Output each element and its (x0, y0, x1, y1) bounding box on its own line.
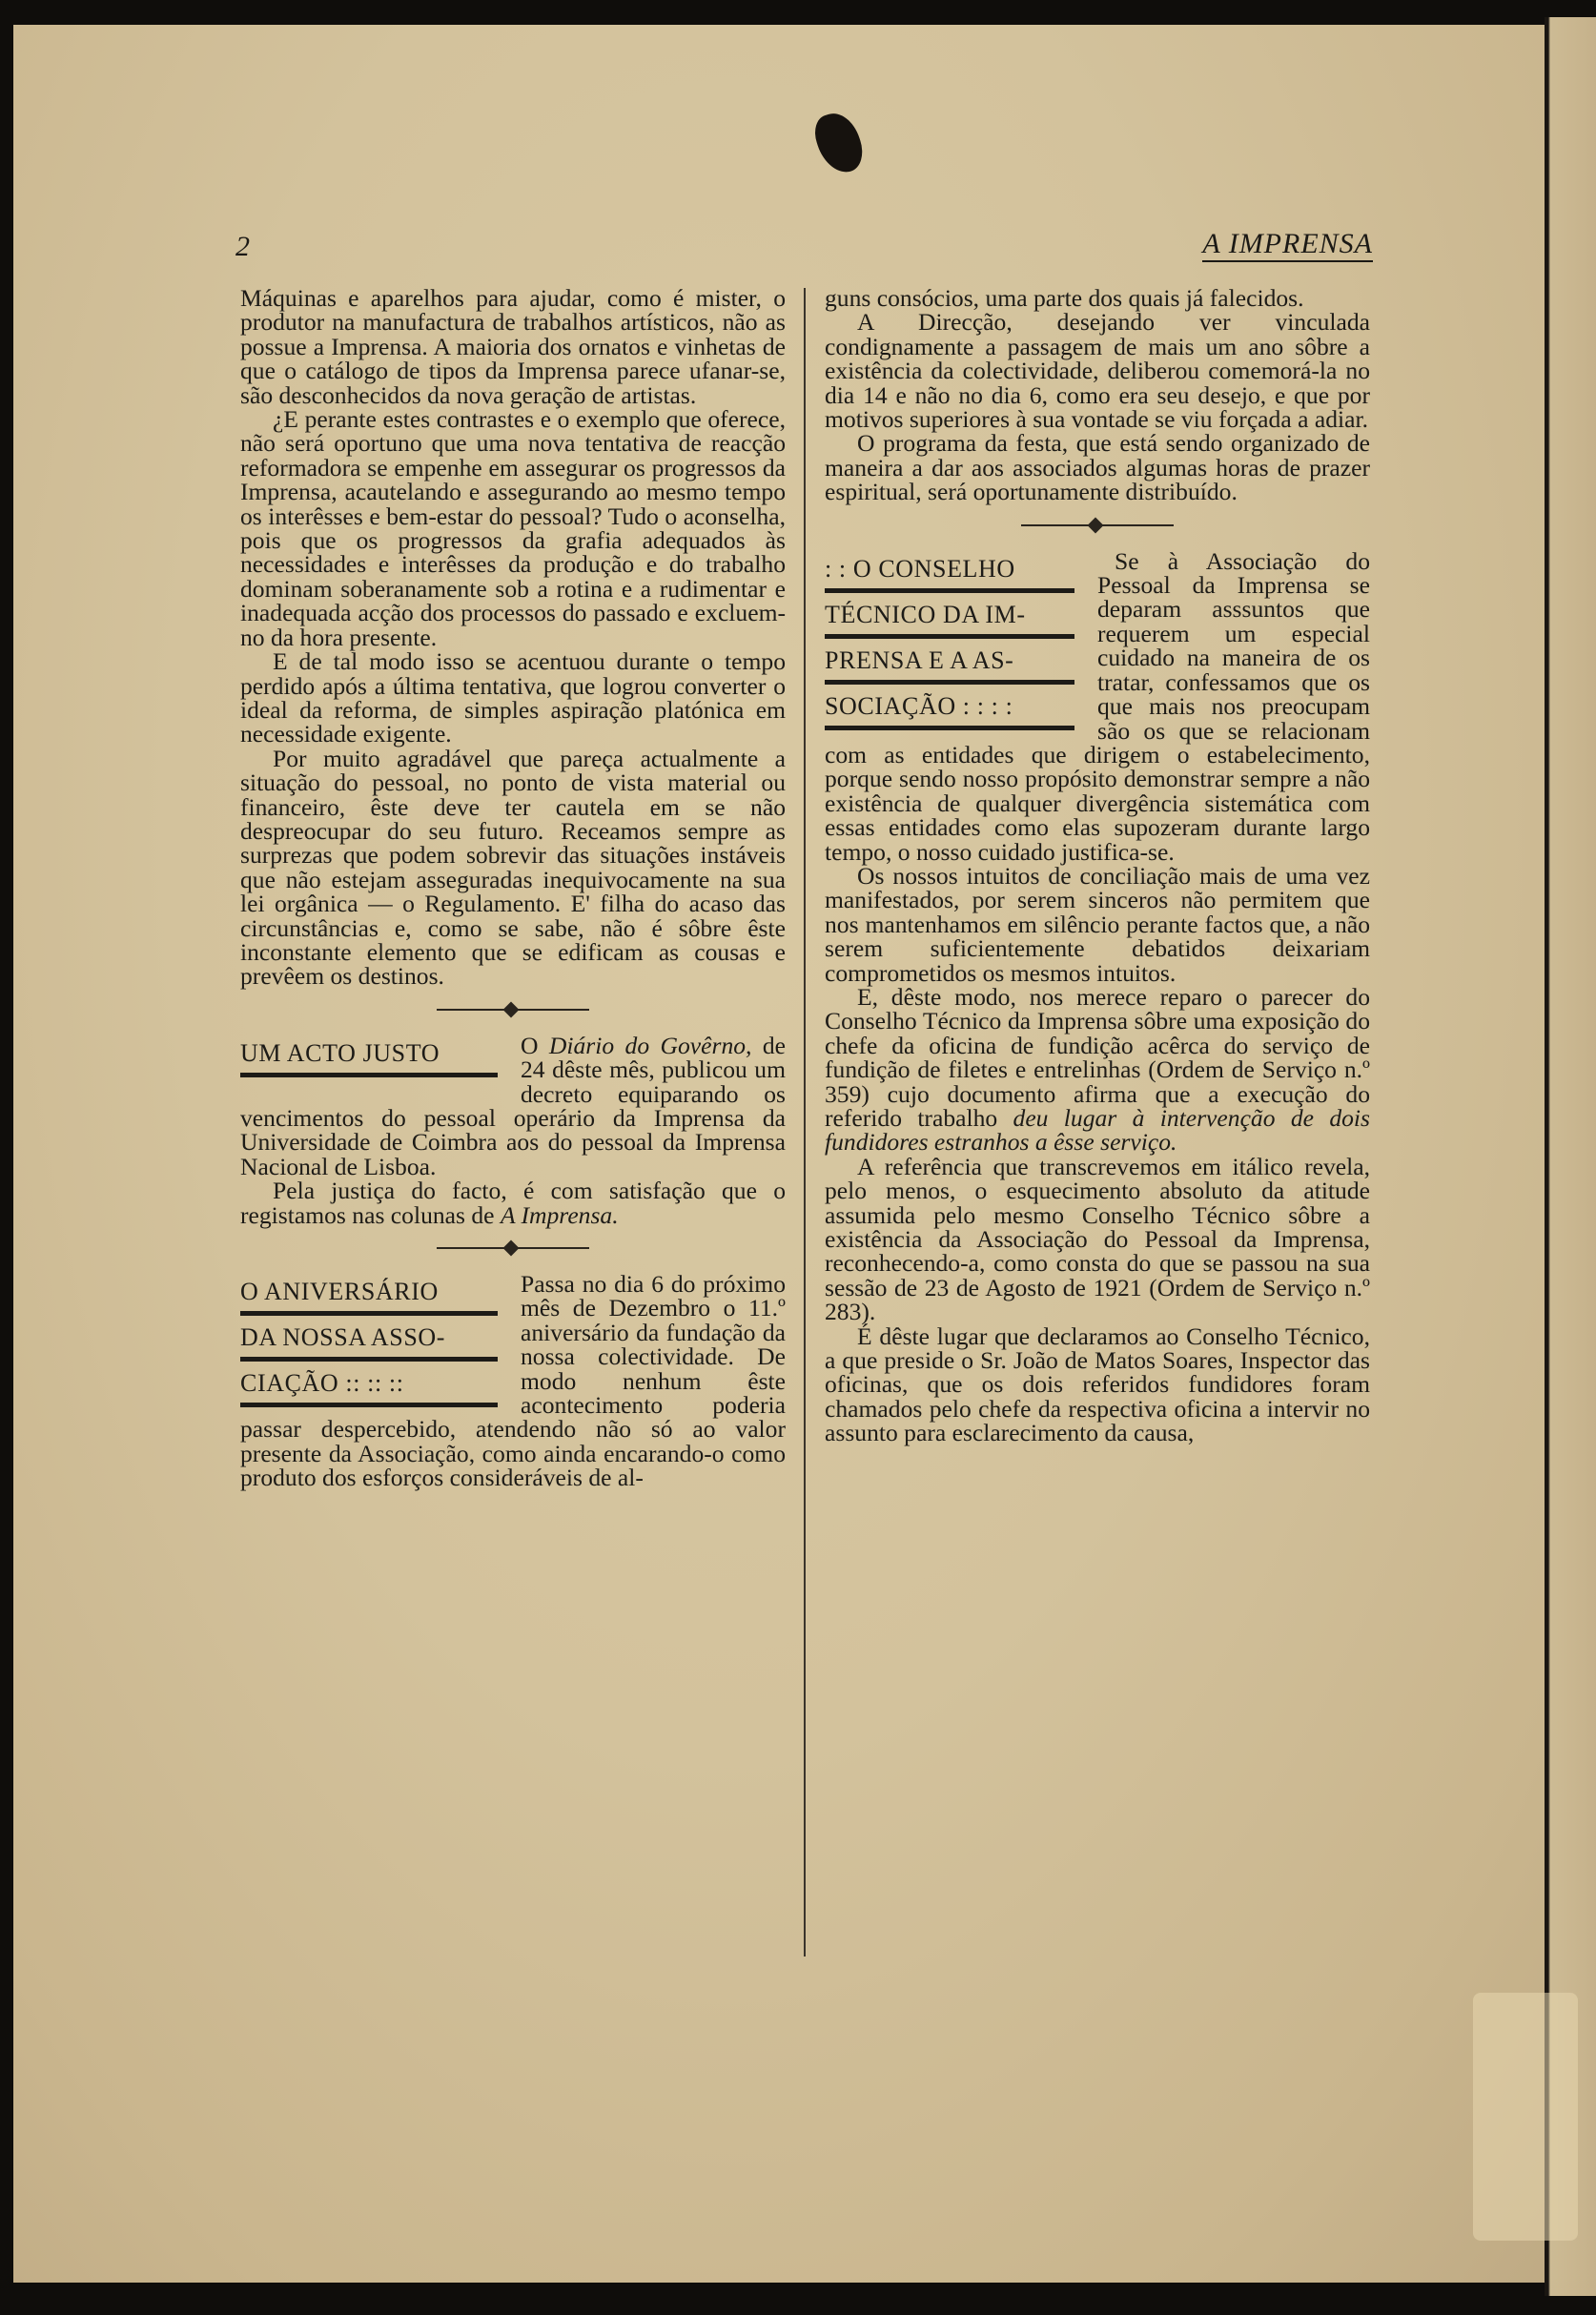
section-title (240, 1274, 498, 1411)
section-separator (1021, 519, 1174, 532)
paper-stain (1473, 1993, 1578, 2241)
section-title (825, 551, 1074, 734)
section-lead: O Diário do Govêrno, de 24 dêste mês, publicou um decreto equiparando os vencimentos do pessoal operário da Imprensa da Universidade de Coimbra aos do pessoal da Imprensa Nacional de Lisboa. (240, 1031, 786, 1180)
paragraph: Máquinas e aparelhos para ajudar, como é mister, o produtor na manufactura de trabalhos artísticos, não as possue a Imprensa. A maioria dos ornatos e vinhetas de que o catálogo de tipos da Imprensa parece ufanar-se, são desconhecidos da nova geração de artistas. (240, 284, 786, 409)
paragraph: A Direcção, desejando ver vinculada condignamente a passagem de mais um ano sôbre a existência da colectividade, deliberou comemorá-la no dia 14 e não no dia 6, como era seu desejo, e que por motivos superiores à sua vontade se viu forçada a adiar. (825, 308, 1370, 434)
section-title-line: UM ACTO JUSTO (240, 1035, 498, 1077)
paragraph: É dêste lugar que declaramos ao Conselho Técnico, a que preside o Sr. João de Matos Soares, Inspector das oficinas, que os dois referidos fundidores foram chamados pelo chefe da respectiva oficina a intervir no assunto para esclarecimento da causa, (825, 1321, 1370, 1447)
column-divider (804, 288, 806, 1956)
paragraph: ¿E perante estes contrastes e o exemplo que oferece, não será oportuno que uma nova tentativa de reacção reformadora se empenhe em assegurar os progressos da Imprensa, acautelando e assegurando ao mesmo tempo os interêsses e bem-estar do pessoal? Tudo o aconselha, pois que os progressos da grafia adequados às necessidades e interêsses da produção e do trabalho dominam soberanamente sob a rotina e a rudimentar e inadequada acção dos processos do passado e excluem-no da hora presente. (240, 405, 786, 651)
section-conselho (825, 546, 1370, 1447)
section-separator (437, 1241, 589, 1255)
section-lead: Passa no dia 6 do próximo mês de Dezembro o 11.º aniversário da fundação da nossa colectividade. De modo nenhum êste acontecimento poderia passar despercebido, atendendo não só ao valor presente da Associação, como ainda encarando-o como produto dos esforços consideráveis de al- (240, 1270, 786, 1492)
section-title-line: SOCIAÇÃO : : : : (825, 688, 1074, 730)
running-title: A IMPRENSA (1202, 229, 1373, 262)
section-title-line: : : O CONSELHO (825, 551, 1074, 593)
section-acto-justo (240, 1031, 786, 1229)
section-title-line: TÉCNICO DA IM- (825, 597, 1074, 639)
italic-title: Diário do Govêrno, (548, 1031, 752, 1059)
section-separator (437, 1003, 589, 1016)
right-column (825, 286, 1370, 1445)
paragraph: guns consócios, uma parte dos quais já falecidos. (825, 284, 1304, 312)
paragraph: O programa da festa, que está sendo organizado de maneira a dar aos associados algumas horas de prazer espiritual, será oportunamente distribuído. (825, 429, 1370, 506)
paragraph: Os nossos intuitos de conciliação mais de uma vez manifestados, por serem sinceros não permitem que nos mantenhamos em silêncio perante factos que, a não serem suficientemente debatidos deixariam comprometidos os mesmos intuitos. (825, 861, 1370, 987)
paragraph: A referência que transcrevemos em itálico revela, pelo menos, o esquecimento absoluto da atitude assumida pelo mesmo Conselho Técnico sôbre a existência da Associação do Pessoal da Imprensa, reconhecendo-a, como consta do que se passou na sua sessão de 23 de Agosto de 1921 (Ordem de Serviço n.º 283). (825, 1152, 1370, 1326)
italic-quote: deu lugar à intervenção de dois fundidores estranhos a êsse serviço. (825, 1104, 1370, 1157)
paragraph: E, dêste modo, nos merece reparo o parecer do Conselho Técnico da Imprensa sôbre uma exposição do chefe da oficina de fundição acêrca do serviço de fundição de filetes e entrelinhas (Ordem de Serviço n.º 359) cujo documento afirma que a execução do referido trabalho deu lugar à intervenção de dois fundidores estranhos a êsse serviço. (825, 982, 1370, 1157)
section-aniversario (240, 1272, 786, 1490)
italic-title: A Imprensa. (500, 1200, 619, 1229)
section-title-line: CIAÇÃO :: :: :: (240, 1365, 498, 1407)
next-page-edge (1545, 17, 1596, 2296)
section-title-line: DA NOSSA ASSO- (240, 1320, 498, 1362)
section-title-line: PRENSA E A AS- (825, 643, 1074, 685)
left-column (240, 286, 786, 1490)
paragraph: Pela justiça do facto, é com satisfação que o registamos nas colunas de A Imprensa. (240, 1177, 786, 1229)
section-lead: Se à Associação do Pessoal da Imprensa se deparam asssuntos que requerem um especial cuidado na maneira de os tratar, confessamos que os que mais nos preocupam são os que se relacionam com as entidades que dirigem o estabelecimento, porque sendo nosso propósito demonstrar sempre a não existência de qualquer divergência sistemática com essas entidades como elas supozeram durante largo tempo, o nosso cuidado justifica-se. (825, 546, 1370, 866)
page-number: 2 (235, 231, 250, 262)
section-title-line: O ANIVERSÁRIO (240, 1274, 498, 1316)
paragraph: Por muito agradável que pareça actualmente a situação do pessoal, no ponto de vista material ou financeiro, êste deve ter cautela em se não despreocupar do seu futuro. Receamos sempre as surprezas que podem sobrevir das situações instáveis que não estejam asseguradas inequivocamente na sua lei orgânica — o Regulamento. E' filha do acaso das circunstâncias e, como se sabe, não é sôbre êste inconstante elemento que se edificam as cousas e prevêem os destinos. (240, 744, 786, 991)
section-title (240, 1035, 498, 1081)
paragraph: E de tal modo isso se acentuou durante o tempo perdido após a última tentativa, que logrou converter o ideal da reforma, de simples aspiração platónica em necessidade exigente. (240, 647, 786, 748)
page-header (224, 227, 1373, 261)
